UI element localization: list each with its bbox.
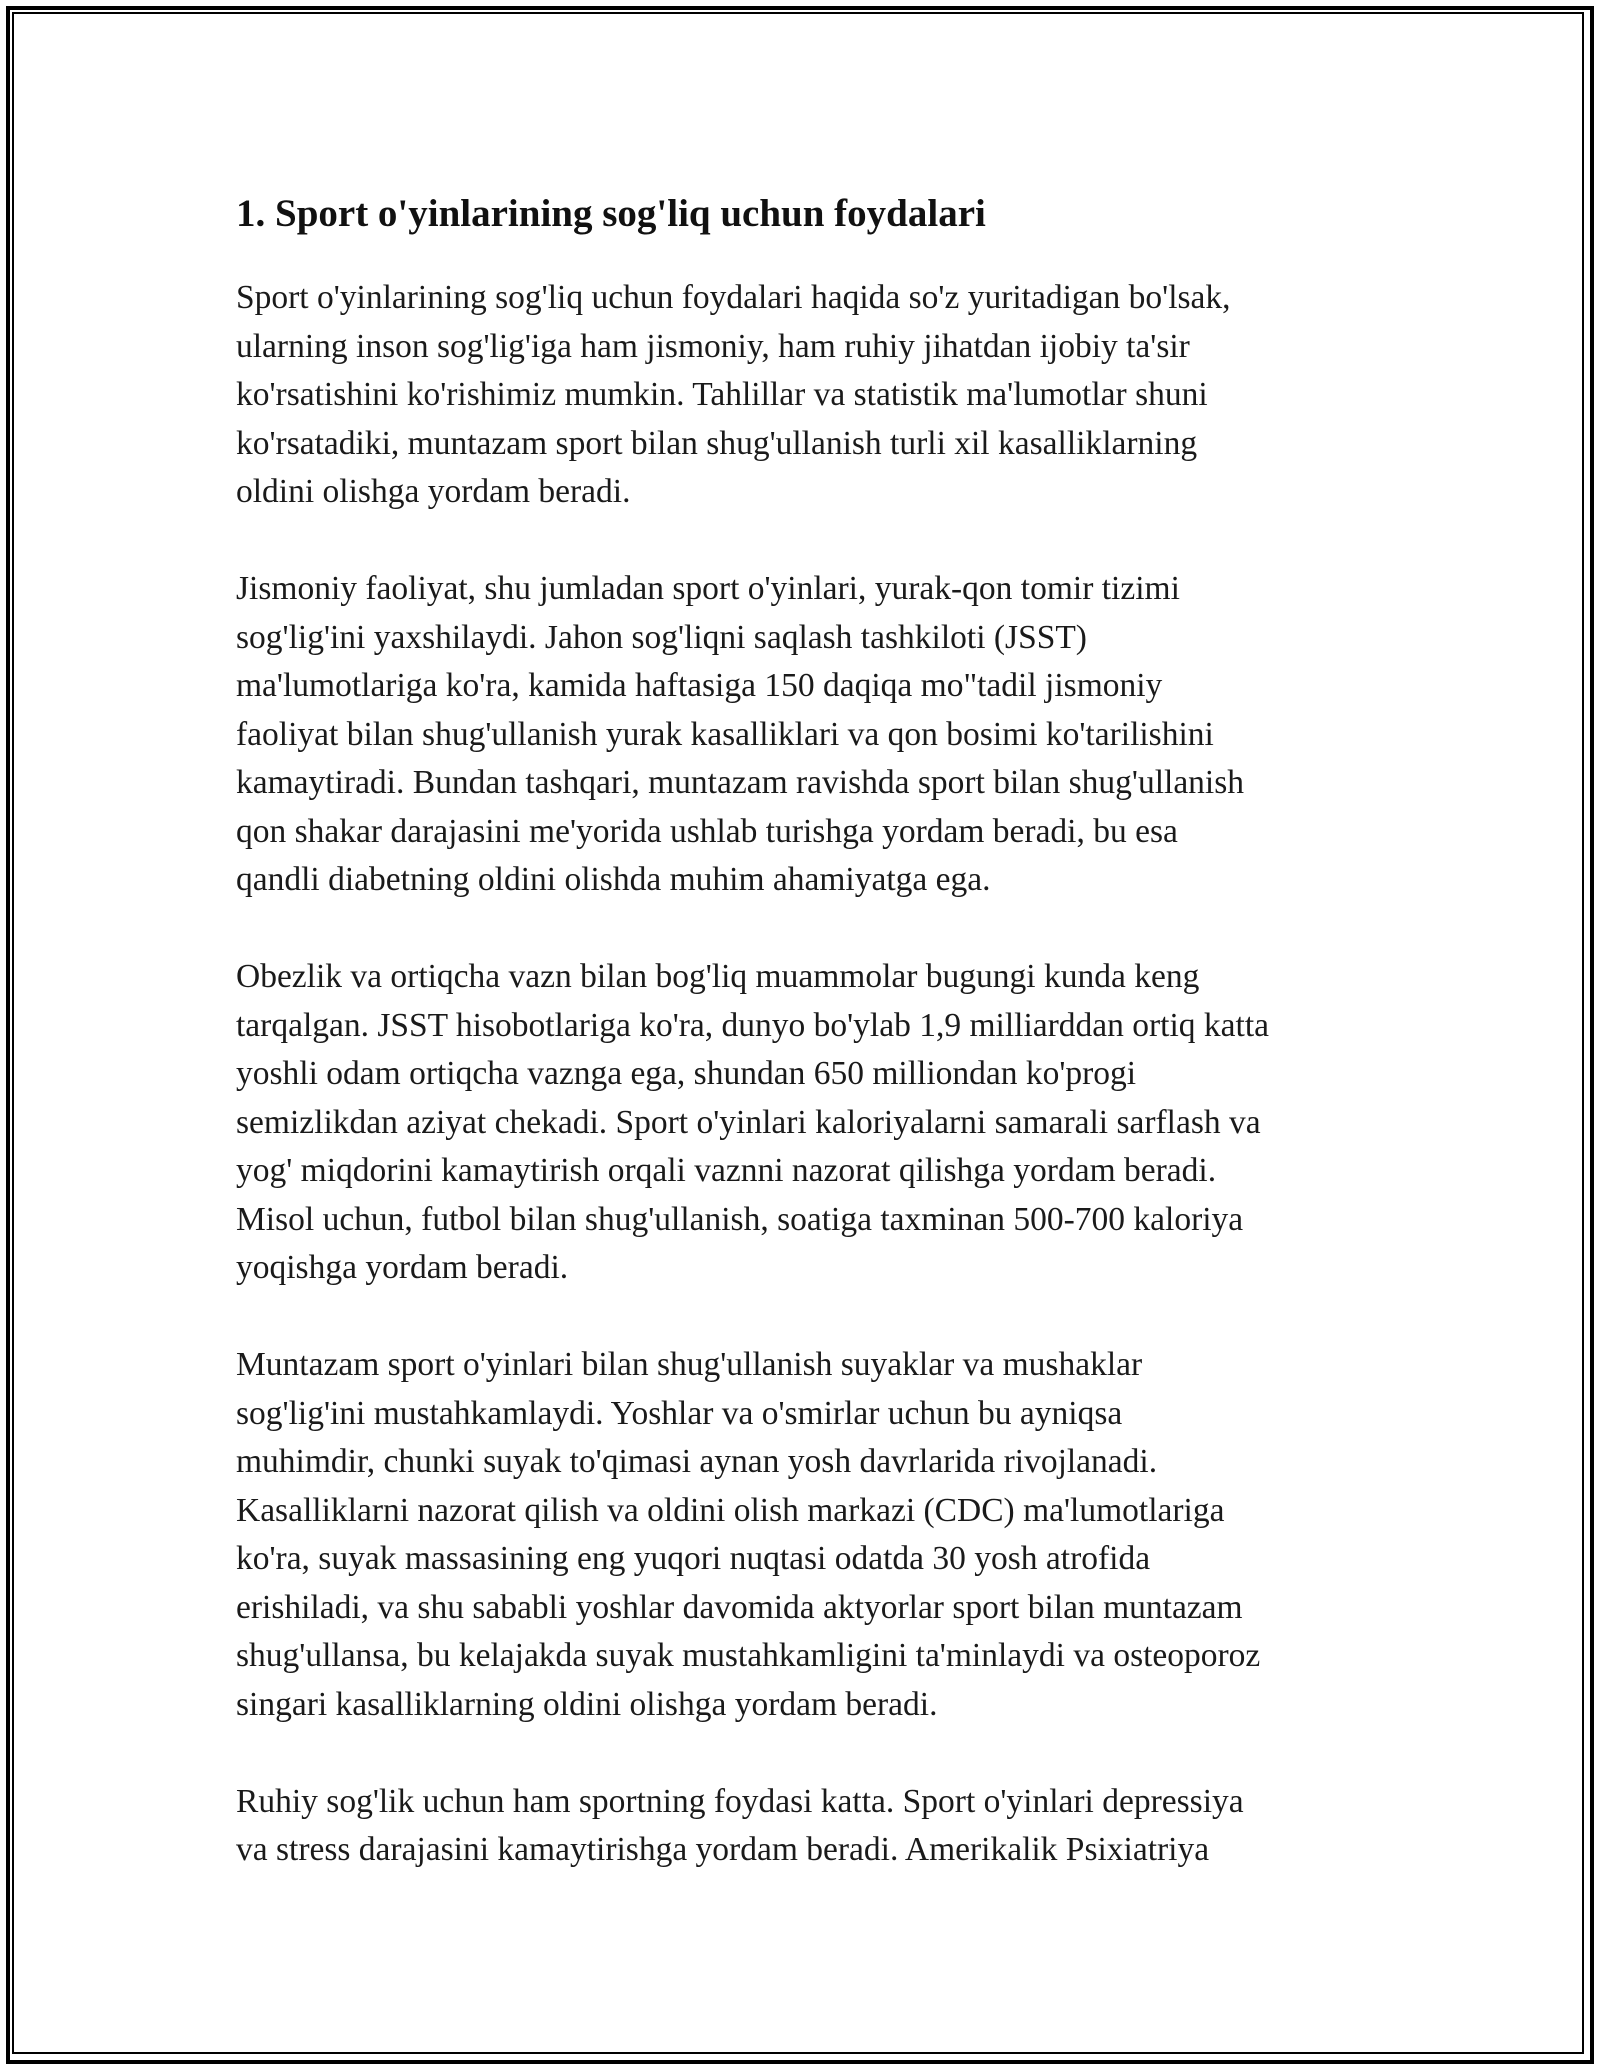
section-heading: 1. Sport o'yinlarining sog'liq uchun foydalari <box>236 192 986 235</box>
document-body <box>236 186 1386 1923</box>
paragraph-cardiovascular: Jismoniy faoliyat, shu jumladan sport o'yinlari, yurak-qon tomir tizimi sog'lig'ini yaxshilaydi. Jahon sog'liqni saqlash tashkiloti (JSST) ma'lumotlariga ko'ra, kamida haftasiga 150 daqiqa mo"tadil jismoniy faoliyat bilan shug'ullanish yurak kasalliklari va qon bosimi ko'tarilishini kamaytiradi. Bundan tashqari, muntazam ravishda sport bilan shug'ullanish qon shakar darajasini me'yorida ushlab turishga yordam beradi, bu esa qandli diabetning oldini olishda muhim ahamiyatga ega. <box>236 570 1245 898</box>
paragraph-bones-muscles: Muntazam sport o'yinlari bilan shug'ullanish suyaklar va mushaklar sog'lig'ini mustahkamlaydi. Yoshlar va o'smirlar uchun bu ayniqsa muhimdir, chunki suyak to'qimasi aynan yosh davrlarida rivojlanadi. Kasalliklarni nazorat qilish va oldini olish markazi (CDC) ma'lumotlariga ko'ra, suyak massasining eng yuqori nuqtasi odatda 30 yosh atrofida erishiladi, va shu sababli yoshlar davomida aktyorlar sport bilan muntazam shug'ullansa, bu kelajakda suyak mustahkamligini ta'minlaydi va osteoporoz singari kasalliklarning oldini olishga yordam beradi. <box>236 1346 1261 1723</box>
paragraph-obesity: Obezlik va ortiqcha vazn bilan bog'liq muammolar bugungi kunda keng tarqalgan. JSST hisobotlariga ko'ra, dunyo bo'ylab 1,9 milliarddan ortiq katta yoshli odam ortiqcha vaznga ega, shundan 650 milliondan ko'progi semizlikdan aziyat chekadi. Sport o'yinlari kaloriyalarni samarali sarflash va yog' miqdorini kamaytirish orqali vaznni nazorat qilishga yordam beradi. Misol uchun, futbol bilan shug'ullanish, soatiga taxminan 500-700 kaloriya yoqishga yordam beradi. <box>236 958 1270 1286</box>
paragraph-mental-health: Ruhiy sog'lik uchun ham sportning foydasi katta. Sport o'yinlari depressiya va stress darajasini kamaytirishga yordam beradi. Amerikalik Psixiatriya <box>236 1782 1244 1868</box>
paragraph-intro: Sport o'yinlarining sog'liq uchun foydalari haqida so'z yuritadigan bo'lsak, ularning inson sog'lig'iga ham jismoniy, ham ruhiy jihatdan ijobiy ta'sir ko'rsatishini ko'rishimiz mumkin. Tahlillar va statistik ma'lumotlar shuni ko'rsatadiki, muntazam sport bilan shug'ullanish turli xil kasalliklarning oldini olishga yordam beradi. <box>236 279 1231 510</box>
